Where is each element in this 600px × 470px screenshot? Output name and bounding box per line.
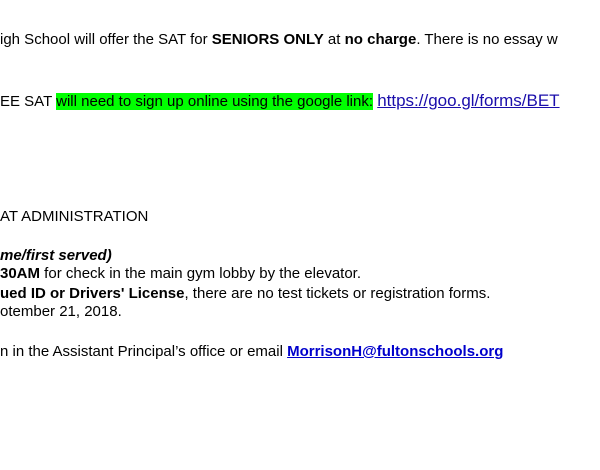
id-requirement: ued ID or Drivers' License [0, 285, 185, 302]
intro-line [0, 31, 558, 49]
id-text: , there are no test tickets or registration forms. [184, 285, 491, 302]
first-served-line: me/first served) [0, 247, 112, 264]
seniors-only-text: SENIORS ONLY [211, 31, 324, 48]
google-form-link[interactable]: https://goo.gl/forms/BET [377, 91, 560, 110]
id-line [0, 285, 490, 303]
signup-line [0, 91, 560, 111]
contact-text: n in the Assistant Principal’s office or email [0, 343, 288, 360]
date-line: otember 21, 2018. [0, 303, 122, 320]
no-charge-text: no charge [344, 31, 417, 48]
checkin-time: 30AM [0, 265, 41, 282]
email-link[interactable]: MorrisonH@fultonschools.org [287, 343, 504, 360]
intro-text-at: at [323, 31, 345, 48]
signup-text: EE SAT [0, 93, 57, 110]
checkin-text: for check in the main gym lobby by the elevator. [40, 265, 362, 282]
checkin-line [0, 265, 361, 283]
intro-text: igh School will offer the SAT for [0, 31, 212, 48]
signup-highlight: will need to sign up online using the google link: [56, 93, 374, 110]
section-title: AT ADMINISTRATION [0, 208, 149, 225]
intro-text-end: . There is no essay w [416, 31, 558, 48]
contact-line [0, 343, 503, 361]
